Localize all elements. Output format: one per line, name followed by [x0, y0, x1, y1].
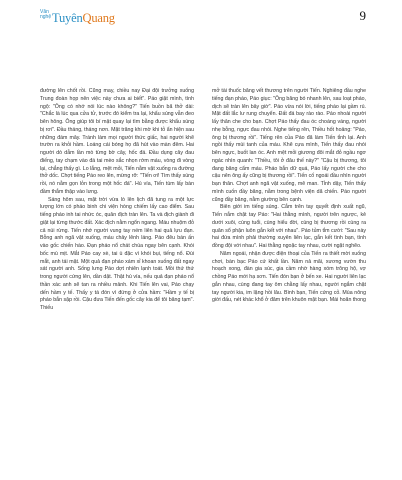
logo-title-part2: Quang — [82, 11, 115, 25]
paragraph: Biên giới im tiếng súng. Cắm trên tay quyết định xuất ngũ, Tiến nắm chặt tay Páo: "Hai thằng mình, người trên ngược, kẻ dưới xuôi, cùng tuổi, cùng hiểu đời, cùng bị thương rồi cùng ra quân sổ phận luôn gắn kết với nhau". Páo tủm tỉm cười: "Sau này hai đứa mình phải thường xuyên liên lạc, gắn kết tình bạn, tình đồng đội với nhau". Hai thằng ngoặc tay nhau, cười ngặt nghẽo. — [212, 204, 366, 249]
logo-small-line1: Văn — [40, 9, 49, 15]
paragraph: Năm ngoái, nhận được điện thoại của Tiến ra thiết mời xuống chơi, bàn bạc Páo cứ khất lần. Năm nả mãi, xương vườn thu hoạch xong, đàn gia súc, gia cầm nhờ hàng xóm trông hộ, vợ chồng Páo mới hạ sơn. Tiến đón bạn ở bến xe. Hai người liên lạc gắn nhau, cùng đang tay ôm chằng lấy nhau, người ngắm chặt tay người kia, im lặng hồi lâu. Bình bạn, Tiến cứng cỏ. Mùa nông giời đấu, nét khác khổ ở đâm trên khuôn mặt bạn. Mái hoãn thong — [212, 250, 366, 304]
paragraph: Sáng hôm sau, mặt trời vừa lò lên lịch đã tung ra một lực lượng lớn có pháo binh chi viện hòng chiếm lấy cao điểm. Sau tiếng pháo inh tai nhức óc, quân địch tràn lên. Ta và địch giành đi giật lại từng thước đất. Xác địch nằm ngổn ngang. Máu nhuộm đỏ cả núi rừng. Tiến nhớ người vung tay ném liên hai quả lựu đạn. Bỗng anh ngã vật xuống, máu chảy lênh láng. Páo đêu bán ấn vào gốc chiến hào. Đạn pháo nổ chát chúa ngay bên cạnh. Khói bốc mù mịt. Mắt Páo cay xè, tai ù đặc vì khói bụi, tiếng nổ. Đùi mắt, anh tái mặt. Một quả đạn pháo xám xỉ khoan xuống đất ngay sát người anh. Sống lưng Páo dợt nhiên lạnh toát. Mồi thứ thứ trong người cứng lên, dần dật. Thật hú vía, nếu quả đạn pháo nổ thần xác anh sẽ tan ra nhiều mảnh. Khi Tiến lên vai, Páo chạy dến hầm y tế. Thấy y tá đón vì đứng ở cửa hầm: "Hầm y tế bị pháo bắn sập rồi. Cậu đưa Tiến đến gốc cây kia để tôi băng tạm". Thiếu — [40, 196, 194, 311]
logo-title-part1: Tuyên — [52, 11, 83, 25]
left-column — [40, 88, 194, 313]
logo-small-line2: nghệ — [40, 14, 52, 20]
page-number: 9 — [359, 8, 366, 23]
paragraph: mở tài thuốc băng vết thương trên người Tiến. Nghiêng đầu nghe tiếng đạn pháo, Páo giục: "Ông băng bó nhanh lên, sau loạt pháo, dịch sẽ tràn lên bây giờ". Páo vừa nói lời, tiếng pháo lại gầm rú. Mặt đất lắc lư rung chuyển. Đất đá bay rào rào. Páo nhoài người lấy thân che cho bạn. Chợt Páo thấy đau óc choáng váng, người nhẹ bỗng, ngực đau nhói. Nghe tiếng rên, Thiều hốt hoảng: "Páo, ông bị thương rồi". Tiếng rên của Páo đã làm Tiến tỉnh lại. Anh ngồi thấy mùi tanh của máu. Khẽ cựa mình, Tiến thấy đau nhói bên ngực, buốt lan óc. Anh mệt mỏi giương đôi mắt đỏ ngầu ngơ ngác nhìn quanh: "Thiều, tôi ở đâu thế này?" "Cậu bị thương, tôi đang băng cẩm máu. Pháo bắn dữ quá, Páo lấy người che cho cậu nên ông ấy cũng bị thương rồi". Tiến cố ngoái đầu nhìn người bạn thân. Chợt anh ngã vật xuống, mê man. Tỉnh dậy, Tiến thấy mình cuốn đầy băng, nằm trong bệnh viện dã chiến. Páo người cũng đầy băng, nằm giường bên cạnh. — [212, 88, 366, 203]
right-column — [212, 88, 366, 305]
article-body — [40, 88, 366, 468]
logo-title — [52, 11, 115, 26]
paragraph: đường lên chốt rồi. Cũng may, chiều nay Đại đội trưởng xuống Trung đoàn họp nên việc này chưa ai biết". Páo giật mình, tình ngộ: "Ông có nhớ nói lúc nào không?" Tiến buồn bã thở dài: "Chắc là lúc qua cửa tử, trước đó kiểm tra lại, khẩu súng vẫn đeo bên hông. Ông giúp tôi bí mật quay lại tìm bằng được khẩu súng bị rơi". Đầu tháng, tháng nơn. Mặt trăng khi mờ khi tỏ ẩn hiện sau những đám mây. Tránh làm mọi người thức giấc, hai người khẽ trườn ra khỏi hầm. Loáng cái bóng họ đã hút vào màn đêm. Hai người dò dẫm lần mò từng bờ cây, hốc đá. Đầu dụng cây đau điếng, tay chạm vào đá tai mèo sắc nhọn rớm máu, vòng đi vòng lại, chẳng thấy gì. Lo lắng, mệt mỏi, Tiến nằm vật xuống ra đường thở dốc. Chợt tiếng Páo reo lên, mừng rỡ: "Tiến ơi! Tìm thấy súng rồi, nó nằm gọn lỏn trong một hốc đá". Hú vía, Tiến tùm lấy bàn đầm thắm thập vào lưng. — [40, 88, 194, 195]
page-header — [40, 8, 366, 30]
